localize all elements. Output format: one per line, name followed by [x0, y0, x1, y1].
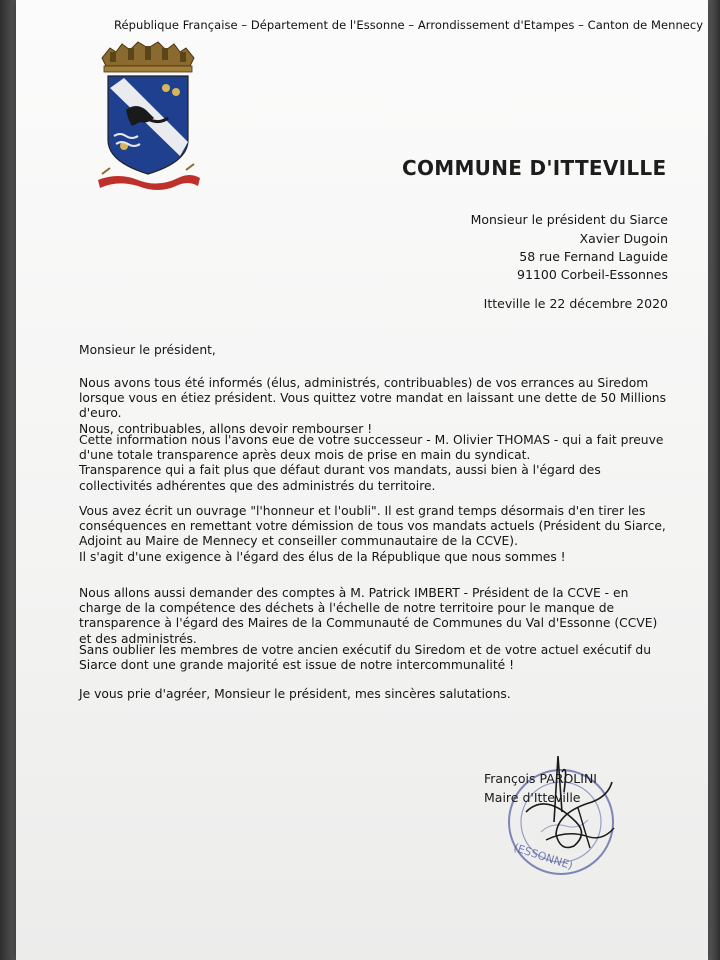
paragraph-2 [79, 433, 673, 494]
paragraph-2-line-1: Cette information nous l'avons eue de votre successeur - M. Olivier THOMAS - qui a fait preuve d'une totale transparence après deux mois de prise en main du syndicat. [79, 433, 664, 463]
paragraph-5 [79, 643, 673, 673]
paragraph-3 [79, 504, 673, 565]
paragraph-4 [79, 586, 673, 647]
recipient-line-2: Xavier Dugoin [579, 231, 668, 246]
salutation: Monsieur le président, [79, 343, 216, 357]
administrative-header: République Française – Département de l'Essonne – Arrondissement d'Etampes – Canton de Mennecy [114, 18, 704, 32]
paragraph-1 [79, 376, 673, 437]
signatory-title: Maire d'Itteville [484, 790, 581, 805]
handwritten-signature [516, 752, 626, 852]
recipient-line-4: 91100 Corbeil-Essonnes [517, 267, 668, 282]
coat-of-arms-logo [88, 40, 208, 192]
paragraph-4-line-1: Nous allons aussi demander des comptes à M. Patrick IMBERT - Président de la CCVE - en charge de la compétence des déchets à l'échelle de notre territoire pour le manque de transparence à l'égard des Maires de la Communauté de Communes du Val d'Essonne (CCVE) et des administrés. [79, 586, 658, 646]
background-edge-right [706, 0, 720, 960]
paragraph-3-line-1: Vous avez écrit un ouvrage "l'honneur et l'oubli". Il est grand temps désormais d'en tirer les conséquences en remettant votre démission de tous vos mandats actuels (Président du Siarce, Adjoint au Maire de Mennecy et conseiller communautaire de la CCVE). [79, 504, 666, 549]
svg-text:(ESSONNE): (ESSONNE) [511, 841, 575, 873]
paragraph-2-line-2: Transparence qui a fait plus que défaut durant vos mandats, aussi bien à l'égard des collectivités adhérentes que des administrés du territoire. [79, 463, 601, 493]
recipient-line-1: Monsieur le président du Siarce [470, 212, 668, 227]
letter-sheet [16, 0, 708, 960]
signatory-name: François PAROLINI [484, 771, 597, 786]
recipient-line-3: 58 rue Fernand Laguide [519, 249, 668, 264]
paragraph-5-line-1: Sans oublier les membres de votre ancien exécutif du Siredom et de votre actuel exécutif du Siarce dont une grande majorité est issue de notre intercommunalité ! [79, 643, 652, 673]
paragraph-3-line-2: Il s'agit d'une exigence à l'égard des élus de la République que nous sommes ! [79, 549, 566, 564]
paragraph-1-line-2: Nous, contribuables, allons devoir rembourser ! [79, 421, 373, 436]
closing-line: Je vous prie d'agréer, Monsieur le président, mes sincères salutations. [79, 687, 511, 701]
paragraph-6 [79, 687, 673, 702]
date-line: Itteville le 22 décembre 2020 [483, 296, 668, 311]
paragraph-1-line-1: Nous avons tous été informés (élus, administrés, contribuables) de vos errances au Siredom lorsque vous en étiez président. Vous quittez votre mandat en laissant une dette de 50 Millions d'euro. [79, 376, 667, 421]
commune-title: COMMUNE D'ITTEVILLE [402, 156, 667, 180]
